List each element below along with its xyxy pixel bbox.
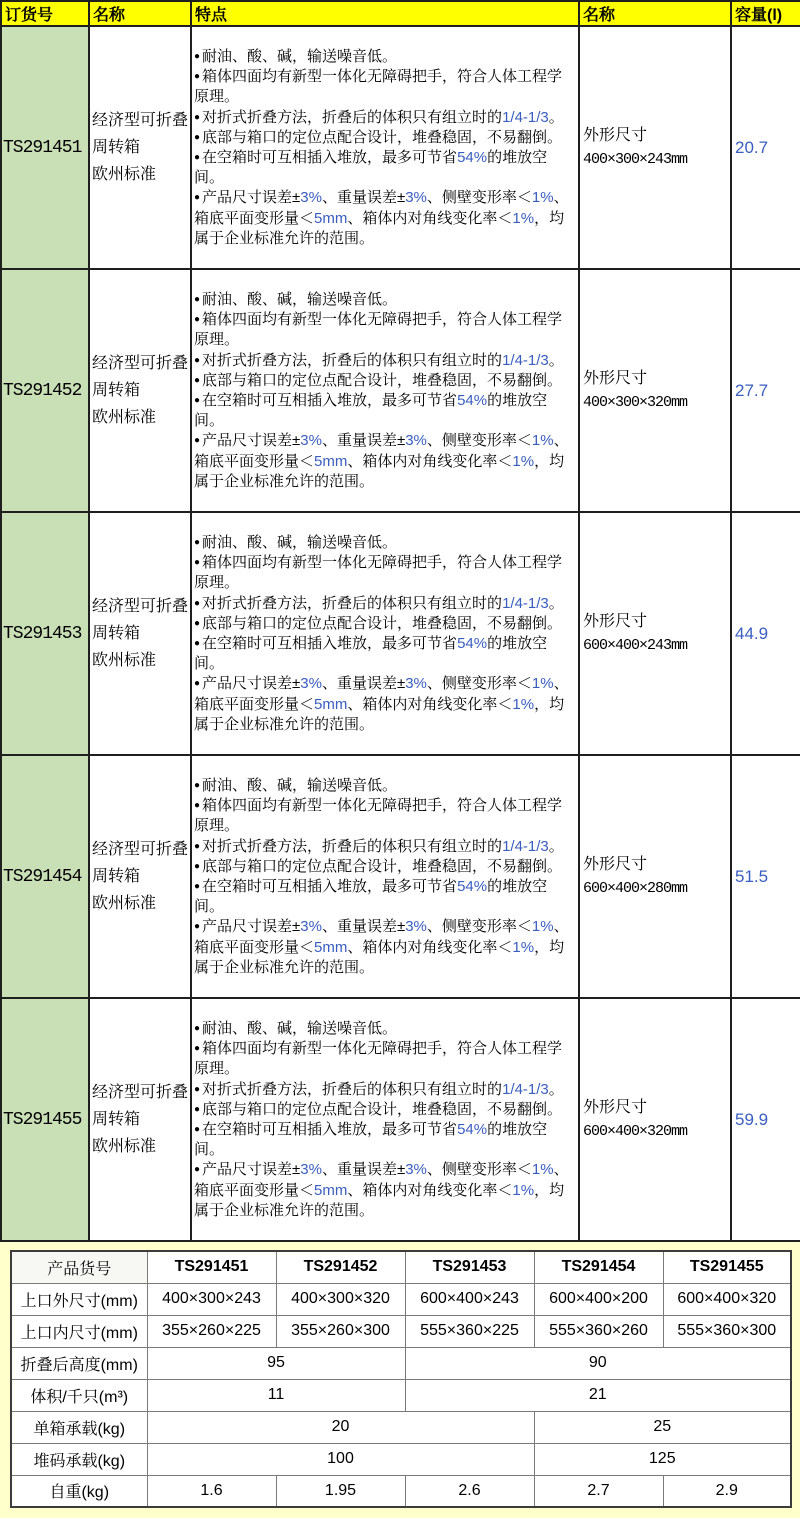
features-cell (191, 998, 579, 1241)
dimension-cell (579, 26, 731, 269)
product-row (1, 26, 800, 269)
dimension-label: 外形尺寸 (583, 126, 648, 144)
spec-value-cell: 100 (147, 1443, 534, 1475)
bullet-icon: ● (194, 921, 201, 933)
features-cell (191, 512, 579, 755)
feature-text: 对折式折叠方法，折叠后的体积只有组立时的1/4-1/3。 (202, 837, 564, 855)
bullet-icon: ● (194, 374, 201, 386)
feature-item (194, 877, 573, 917)
feature-text: 箱体四面均有新型一体化无障碍把手，符合人体工程学原理。 (194, 311, 563, 349)
product-name-cell: 经济型可折叠周转箱 欧州标准 (89, 269, 191, 512)
features-cell (191, 755, 579, 998)
spec-row (11, 1347, 791, 1379)
feature-item (194, 917, 573, 978)
feature-item (194, 1120, 573, 1160)
feature-item (194, 796, 573, 836)
features-cell (191, 26, 579, 269)
bullet-icon: ● (194, 50, 201, 62)
bullet-icon: ● (194, 354, 201, 366)
bullet-icon: ● (194, 395, 201, 406)
feature-item (194, 1080, 573, 1100)
dimension-cell (579, 755, 731, 998)
product-name-cell: 经济型可折叠周转箱 欧州标准 (89, 512, 191, 755)
spec-section (0, 1242, 800, 1518)
order-table-body (1, 26, 800, 1241)
bullet-icon: ● (194, 881, 201, 892)
feature-text: 在空箱时可互相插入堆放，最多可节省54%的堆放空间。 (194, 878, 548, 916)
spec-row (11, 1475, 791, 1507)
spec-value-cell: 2.9 (663, 1475, 791, 1507)
spec-label-cell: 体积/千只(m³) (11, 1379, 147, 1411)
product-row (1, 755, 800, 998)
spec-table-body (11, 1251, 791, 1507)
bullet-icon: ● (194, 71, 201, 83)
bullet-icon: ● (194, 1083, 201, 1095)
spec-row (11, 1411, 791, 1443)
feature-text: 箱体四面均有新型一体化无障碍把手，符合人体工程学原理。 (194, 1040, 563, 1078)
header-dimension: 名称 (579, 1, 731, 26)
feature-item (194, 857, 573, 877)
feature-item (194, 594, 573, 614)
bullet-icon: ● (194, 557, 201, 569)
dimension-cell (579, 998, 731, 1241)
bullet-icon: ● (194, 638, 201, 649)
spec-label-cell: 上口内尺寸(mm) (11, 1315, 147, 1347)
feature-item (194, 1019, 573, 1039)
feature-item (194, 553, 573, 593)
spec-label-cell: 产品货号 (11, 1251, 147, 1283)
feature-item (194, 614, 573, 634)
dimension-value: 400×300×320mm (583, 393, 688, 411)
dimension-label: 外形尺寸 (583, 1098, 648, 1116)
order-no-cell: TS291455 (1, 998, 89, 1241)
feature-item (194, 351, 573, 371)
capacity-cell: 27.7 (731, 269, 800, 512)
feature-text: 产品尺寸误差±3%、重量误差±3%、侧壁变形率＜1%、箱底平面变形量＜5mm、箱体内对角线变化率＜1%，均属于企业标准允许的范围。 (194, 675, 569, 733)
dimension-value: 600×400×320mm (583, 1122, 688, 1140)
dimension-cell (579, 269, 731, 512)
capacity-cell: 51.5 (731, 755, 800, 998)
spec-value-cell: 1.6 (147, 1475, 276, 1507)
feature-item (194, 776, 573, 796)
bullet-icon: ● (194, 293, 201, 305)
spec-label-cell: 折叠后高度(mm) (11, 1347, 147, 1379)
spec-value-cell: 355×260×300 (276, 1315, 405, 1347)
bullet-icon: ● (194, 1164, 201, 1176)
feature-text: 产品尺寸误差±3%、重量误差±3%、侧壁变形率＜1%、箱底平面变形量＜5mm、箱体内对角线变化率＜1%，均属于企业标准允许的范围。 (194, 432, 569, 490)
spec-label-cell: 上口外尺寸(mm) (11, 1283, 147, 1315)
order-no-cell: TS291454 (1, 755, 89, 998)
bullet-icon: ● (194, 1043, 201, 1055)
dimension-cell (579, 512, 731, 755)
bullet-icon: ● (194, 779, 201, 791)
bullet-icon: ● (194, 1103, 201, 1115)
spec-value-cell: 355×260×225 (147, 1315, 276, 1347)
feature-text: 耐油、酸、碱，输送噪音低。 (202, 533, 398, 551)
spec-value-cell: 555×360×225 (405, 1315, 534, 1347)
spec-value-cell: 90 (405, 1347, 791, 1379)
feature-item (194, 837, 573, 857)
header-name: 名称 (89, 1, 191, 26)
feature-item (194, 148, 573, 188)
feature-item (194, 1039, 573, 1079)
bullet-icon: ● (194, 435, 201, 447)
product-name-cell: 经济型可折叠周转箱 欧州标准 (89, 26, 191, 269)
feature-item (194, 128, 573, 148)
product-row (1, 512, 800, 755)
spec-label-cell: 自重(kg) (11, 1475, 147, 1507)
dimension-value: 600×400×243mm (583, 636, 688, 654)
spec-value-cell: 555×360×260 (534, 1315, 663, 1347)
spec-value-cell: 2.7 (534, 1475, 663, 1507)
order-no-cell: TS291452 (1, 269, 89, 512)
feature-text: 箱体四面均有新型一体化无障碍把手，符合人体工程学原理。 (194, 68, 563, 106)
feature-text: 产品尺寸误差±3%、重量误差±3%、侧壁变形率＜1%、箱底平面变形量＜5mm、箱体内对角线变化率＜1%，均属于企业标准允许的范围。 (194, 1161, 569, 1219)
product-row (1, 269, 800, 512)
spec-label-cell: 单箱承载(kg) (11, 1411, 147, 1443)
bullet-icon: ● (194, 860, 201, 872)
spec-value-cell: 21 (405, 1379, 791, 1411)
feature-item (194, 533, 573, 553)
bullet-icon: ● (194, 1022, 201, 1034)
spec-value-cell: 400×300×320 (276, 1283, 405, 1315)
feature-item (194, 634, 573, 674)
feature-text: 对折式折叠方法，折叠后的体积只有组立时的1/4-1/3。 (202, 108, 564, 126)
feature-item (194, 1100, 573, 1120)
bullet-icon: ● (194, 192, 201, 204)
spec-value-cell: 555×360×300 (663, 1315, 791, 1347)
dimension-label: 外形尺寸 (583, 369, 648, 387)
feature-text: 对折式折叠方法，折叠后的体积只有组立时的1/4-1/3。 (202, 1080, 564, 1098)
spec-row (11, 1283, 791, 1315)
header-capacity: 容量(l) (731, 1, 800, 26)
capacity-cell: 20.7 (731, 26, 800, 269)
feature-item (194, 431, 573, 492)
bullet-icon: ● (194, 131, 201, 143)
feature-text: 底部与箱口的定位点配合设计，堆叠稳固，不易翻倒。 (202, 128, 563, 146)
bullet-icon: ● (194, 678, 201, 690)
feature-text: 产品尺寸误差±3%、重量误差±3%、侧壁变形率＜1%、箱底平面变形量＜5mm、箱体内对角线变化率＜1%，均属于企业标准允许的范围。 (194, 918, 569, 976)
spec-value-cell: TS291451 (147, 1251, 276, 1283)
spec-label-cell: 堆码承载(kg) (11, 1443, 147, 1475)
bullet-icon: ● (194, 617, 201, 629)
spec-value-cell: 11 (147, 1379, 405, 1411)
product-name-cell: 经济型可折叠周转箱 欧州标准 (89, 755, 191, 998)
spec-row (11, 1315, 791, 1347)
spec-row (11, 1443, 791, 1475)
spec-table (10, 1250, 792, 1508)
feature-text: 底部与箱口的定位点配合设计，堆叠稳固，不易翻倒。 (202, 371, 563, 389)
bullet-icon: ● (194, 800, 201, 812)
feature-text: 在空箱时可互相插入堆放，最多可节省54%的堆放空间。 (194, 392, 548, 430)
spec-value-cell: 600×400×200 (534, 1283, 663, 1315)
bullet-icon: ● (194, 597, 201, 609)
feature-text: 耐油、酸、碱，输送噪音低。 (202, 776, 398, 794)
feature-item (194, 674, 573, 735)
dimension-label: 外形尺寸 (583, 855, 648, 873)
spec-value-cell: TS291455 (663, 1251, 791, 1283)
feature-text: 底部与箱口的定位点配合设计，堆叠稳固，不易翻倒。 (202, 857, 563, 875)
bullet-icon: ● (194, 152, 201, 163)
order-table-header-row (1, 1, 800, 26)
bullet-icon: ● (194, 840, 201, 852)
feature-text: 耐油、酸、碱，输送噪音低。 (202, 1019, 398, 1037)
feature-text: 在空箱时可互相插入堆放，最多可节省54%的堆放空间。 (194, 149, 548, 187)
bullet-icon: ● (194, 536, 201, 548)
feature-item (194, 67, 573, 107)
bullet-icon: ● (194, 111, 201, 123)
bullet-icon: ● (194, 314, 201, 326)
feature-item (194, 108, 573, 128)
dimension-value: 600×400×280mm (583, 879, 688, 897)
features-cell (191, 269, 579, 512)
feature-text: 对折式折叠方法，折叠后的体积只有组立时的1/4-1/3。 (202, 351, 564, 369)
order-no-cell: TS291451 (1, 26, 89, 269)
feature-item (194, 371, 573, 391)
feature-text: 产品尺寸误差±3%、重量误差±3%、侧壁变形率＜1%、箱底平面变形量＜5mm、箱体内对角线变化率＜1%，均属于企业标准允许的范围。 (194, 189, 569, 247)
spec-value-cell: 400×300×243 (147, 1283, 276, 1315)
feature-text: 在空箱时可互相插入堆放，最多可节省54%的堆放空间。 (194, 635, 548, 673)
spec-value-cell: 600×400×243 (405, 1283, 534, 1315)
feature-item (194, 188, 573, 249)
feature-text: 在空箱时可互相插入堆放，最多可节省54%的堆放空间。 (194, 1121, 548, 1159)
feature-text: 对折式折叠方法，折叠后的体积只有组立时的1/4-1/3。 (202, 594, 564, 612)
feature-item (194, 310, 573, 350)
spec-value-cell: 125 (534, 1443, 791, 1475)
product-row (1, 998, 800, 1241)
feature-text: 箱体四面均有新型一体化无障碍把手，符合人体工程学原理。 (194, 554, 563, 592)
feature-item (194, 290, 573, 310)
feature-text: 底部与箱口的定位点配合设计，堆叠稳固，不易翻倒。 (202, 614, 563, 632)
header-order-no: 订货号 (1, 1, 89, 26)
order-no-cell: TS291453 (1, 512, 89, 755)
dimension-value: 400×300×243mm (583, 150, 688, 168)
spec-value-cell: 1.95 (276, 1475, 405, 1507)
spec-row (11, 1379, 791, 1411)
bullet-icon: ● (194, 1124, 201, 1135)
feature-item (194, 47, 573, 67)
spec-value-cell: TS291453 (405, 1251, 534, 1283)
spec-value-cell: TS291452 (276, 1251, 405, 1283)
spec-value-cell: 25 (534, 1411, 791, 1443)
header-features: 特点 (191, 1, 579, 26)
feature-text: 耐油、酸、碱，输送噪音低。 (202, 47, 398, 65)
capacity-cell: 59.9 (731, 998, 800, 1241)
spec-value-cell: 95 (147, 1347, 405, 1379)
feature-text: 箱体四面均有新型一体化无障碍把手，符合人体工程学原理。 (194, 797, 563, 835)
feature-item (194, 1160, 573, 1221)
spec-value-cell: TS291454 (534, 1251, 663, 1283)
spec-value-cell: 600×400×320 (663, 1283, 791, 1315)
feature-text: 底部与箱口的定位点配合设计，堆叠稳固，不易翻倒。 (202, 1100, 563, 1118)
feature-text: 耐油、酸、碱，输送噪音低。 (202, 290, 398, 308)
product-name-cell: 经济型可折叠周转箱 欧州标准 (89, 998, 191, 1241)
spec-value-cell: 20 (147, 1411, 534, 1443)
spec-value-cell: 2.6 (405, 1475, 534, 1507)
feature-item (194, 391, 573, 431)
capacity-cell: 44.9 (731, 512, 800, 755)
dimension-label: 外形尺寸 (583, 612, 648, 630)
spec-row (11, 1251, 791, 1283)
